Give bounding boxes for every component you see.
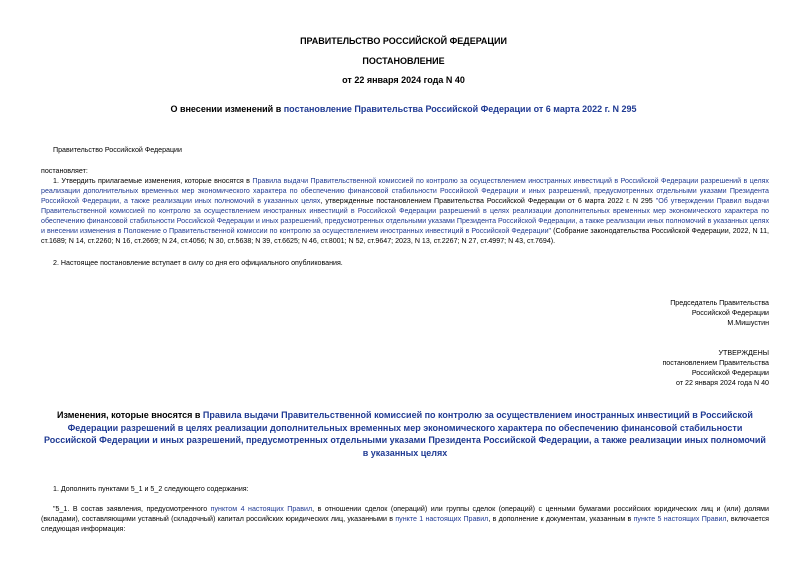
government-name: Правительство Российской Федерации bbox=[53, 146, 182, 154]
change-1-paragraph: 1. Дополнить пунктами 5_1 и 5_2 следующего содержания: bbox=[53, 485, 249, 493]
item-1-text-3: (Собрание законодательства Российской Федерации, 2022, N 11, ст.1689; N 14, ст.2260; N 16, ст.2669; N 24, ст.4056; N 30, ст.5638; N 39, ст.6625; N 46, ст.8001; N 52, ст.9647; 2023, N 13, ст.2267; N 27, ст.4997; N 43, ст.7694). bbox=[41, 227, 769, 245]
point-5-1-text-2: , в отношении сделок (операций) или группы сделок (операций) с ценными бумагами российских юридических лиц и (или) долями (вкладами), составляющими уставный (складочный) капитал российских юридических лиц, указанными в bbox=[41, 505, 769, 523]
changes-title bbox=[41, 409, 769, 459]
signature-line-1: Председатель Правительства bbox=[670, 299, 769, 307]
signature-line-3: М.Мишустин bbox=[727, 319, 769, 327]
point-5-1-paragraph bbox=[41, 504, 769, 534]
point-4-link[interactable]: пунктом 4 настоящих Правил bbox=[210, 505, 313, 513]
item-1-paragraph bbox=[41, 176, 769, 246]
government-heading: ПРАВИТЕЛЬСТВО РОССИЙСКОЙ ФЕДЕРАЦИИ bbox=[300, 36, 507, 46]
changes-title-prefix: Изменения, которые вносятся в bbox=[57, 410, 203, 420]
decree-word: постановляет: bbox=[41, 167, 88, 175]
document-date-number: от 22 января 2024 года N 40 bbox=[342, 75, 465, 85]
title-link[interactable]: постановление Правительства Российской Федерации от 6 марта 2022 г. N 295 bbox=[283, 104, 637, 114]
approved-line-4: от 22 января 2024 года N 40 bbox=[676, 379, 769, 387]
signature-line-2: Российской Федерации bbox=[691, 309, 769, 317]
point-1-link[interactable]: пункте 1 настоящих Правил bbox=[395, 515, 489, 523]
document-type: ПОСТАНОВЛЕНИЕ bbox=[362, 56, 445, 66]
title-prefix: О внесении изменений в bbox=[170, 104, 284, 114]
document-title bbox=[0, 104, 807, 114]
approved-block bbox=[560, 348, 769, 388]
point-5-1-text-1: "5_1. В состав заявления, предусмотренного bbox=[53, 505, 211, 513]
rules-link[interactable]: Правила выдачи Правительственной комиссией по контролю за осуществлением иностранных инвестиций в Российской Федерации разрешений в целях реализации дополнительных временных мер экономического характера по обеспечению финансовой стабильности Российской Федерации и иных разрешений, предусмотренных отдельными указами Президента Российской Федерации, а также реализации иных полномочий в указанных целях bbox=[41, 177, 769, 205]
approved-line-3: Российской Федерации bbox=[691, 369, 769, 377]
item-1-text-1: 1. Утвердить прилагаемые изменения, которые вносятся в bbox=[53, 177, 253, 185]
approved-line-1: УТВЕРЖДЕНЫ bbox=[718, 349, 769, 357]
signature-block bbox=[560, 298, 769, 328]
point-5-1-text-3: , в дополнение к документам, указанным в bbox=[488, 515, 634, 523]
point-5-link[interactable]: пункте 5 настоящих Правил bbox=[633, 515, 727, 523]
item-2-paragraph: 2. Настоящее постановление вступает в силу со дня его официального опубликования. bbox=[53, 259, 343, 267]
changes-title-link[interactable]: Правила выдачи Правительственной комиссией по контролю за осуществлением иностранных инвестиций в Российской Федерации разрешений в целях реализации дополнительных временных мер экономического характера по обеспечению финансовой стабильности Российской Федерации и иных разрешений, предусмотренных отдельными указами Президента Российской Федерации, а также реализации иных полномочий в указанных целях bbox=[44, 410, 766, 458]
item-1-text-2: , утвержденные постановлением Правительства Российской Федерации от 6 марта 2022 г. N 295 bbox=[320, 197, 656, 205]
point-5-1-text-4: , включается следующая информация: bbox=[41, 515, 769, 533]
approved-line-2: постановлением Правительства bbox=[662, 359, 769, 367]
decree-295-link[interactable]: "Об утверждении Правил выдачи Правительственной комиссией по контролю за осуществлением иностранных инвестиций в Российской Федерации разрешений в целях реализации дополнительных временных мер экономического характера по обеспечению финансовой стабильности Российской Федерации и иных разрешений, предусмотренных отдельными указами Президента Российской Федерации, а также реализации иных полномочий в указанных целях и внесении изменения в Положение о Правительственной комиссии по контролю за осуществлением иностранных инвестиций в Российской Федерации" bbox=[41, 197, 769, 235]
